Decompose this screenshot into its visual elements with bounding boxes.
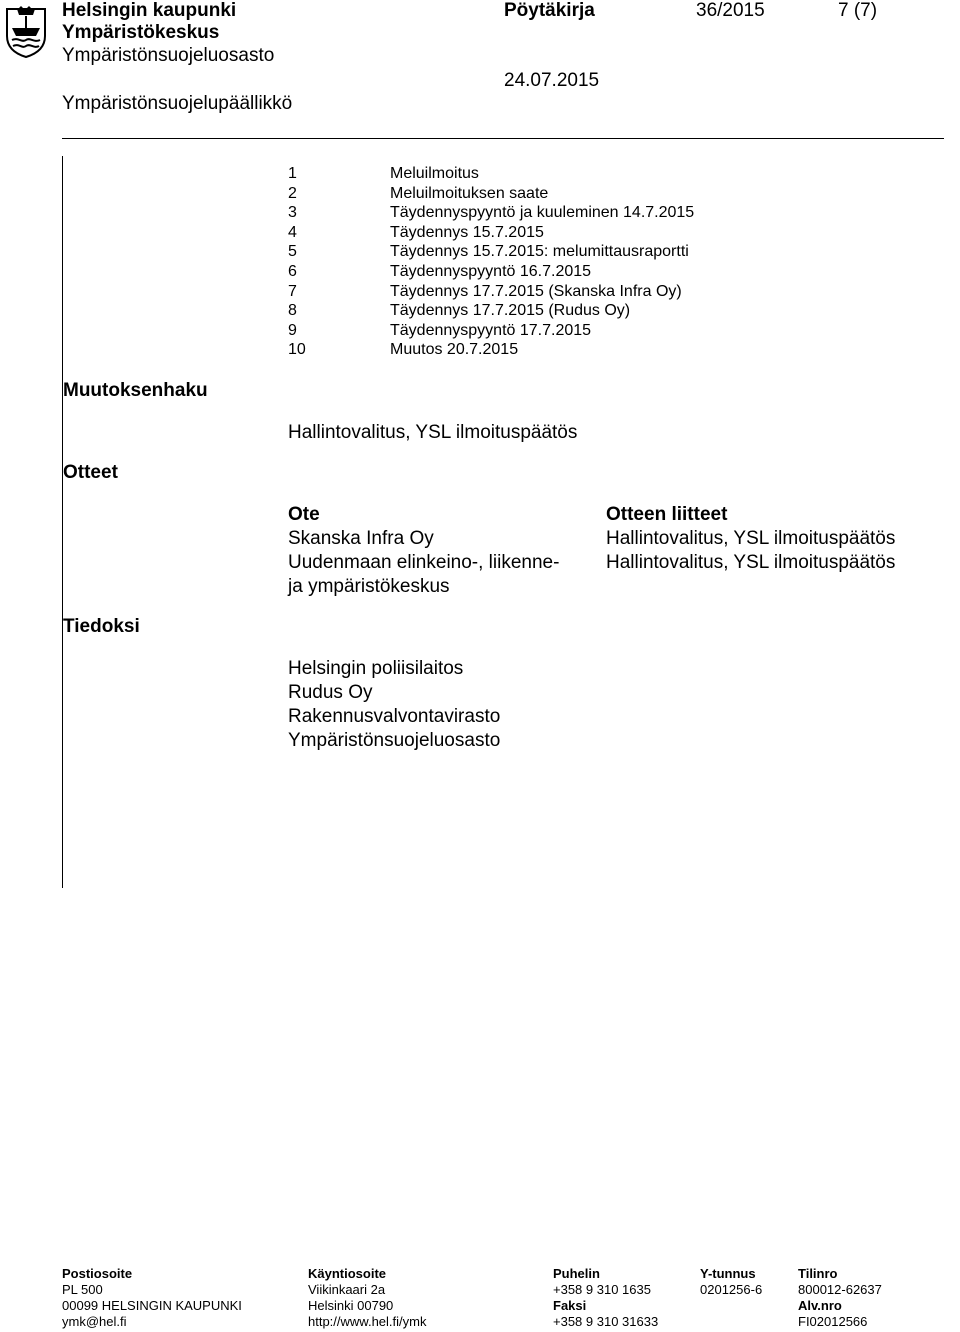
page-number: 7 (7) [838,0,878,21]
item-label: Meluilmoitus [390,165,479,182]
section-heading-muutoksenhaku: Muutoksenhaku [63,380,208,401]
item-number: 5 [288,243,297,261]
item-label: Täydennyspyyntö 17.7.2015 [390,321,592,339]
footer-website: http://www.hel.fi/ymk [308,1314,427,1329]
footer-value: PL 500 [62,1282,103,1297]
item-number: 2 [288,184,297,202]
left-margin-rule [62,156,63,888]
item-label: Meluilmoituksen saate [390,184,549,202]
information-recipient: Rudus Oy [288,682,373,703]
footer-value: FI02012566 [798,1314,868,1329]
item-number: 3 [288,204,297,222]
list-item [288,340,694,360]
footer-label: Puhelin [553,1266,600,1281]
item-label: Täydennys 15.7.2015 [390,223,544,241]
extract-recipient: Uudenmaan elinkeino-, liikenne- [288,552,560,573]
footer-value: +358 9 310 1635 [553,1282,651,1297]
information-recipient: Helsingin poliisilaitos [288,658,464,679]
extract-attachment: Hallintovalitus, YSL ilmoituspäätös [606,528,896,549]
footer-label: Faksi [553,1298,587,1313]
footer-value: 0201256-6 [700,1282,763,1297]
footer-email: ymk@hel.fi [62,1314,127,1329]
org-name: Helsingin kaupunki [62,0,237,21]
footer-value: 800012-62637 [798,1282,882,1297]
footer-value: 00099 HELSINGIN KAUPUNKI [62,1298,242,1313]
item-label: Muutos 20.7.2015 [390,341,519,359]
footer-label: Käyntiosoite [308,1266,387,1281]
extract-attachments [606,503,895,575]
list-item [288,262,694,282]
item-label: Täydennyspyyntö 16.7.2015 [390,262,592,280]
information-recipient: Ympäristönsuojeluosasto [288,730,501,751]
list-item [288,321,694,341]
item-number: 9 [288,321,297,339]
department-name: Ympäristökeskus [62,22,220,43]
footer-phone [553,1266,658,1330]
footer-label: Postiosoite [62,1266,133,1281]
official-title: Ympäristönsuojelupäällikkö [62,93,293,114]
footer-label: Tilinro [798,1266,838,1281]
footer-value: +358 9 310 31633 [553,1314,659,1329]
section-heading-tiedoksi: Tiedoksi [63,616,140,637]
item-number: 8 [288,302,297,320]
footer-business-id [700,1266,762,1298]
item-label: Täydennys 17.7.2015 (Rudus Oy) [390,302,631,320]
extract-attachments-heading: Otteen liitteet [606,504,728,525]
list-item [288,223,694,243]
item-label: Täydennyspyyntö ja kuuleminen 14.7.2015 [390,204,695,222]
footer-label: Y-tunnus [700,1266,756,1281]
footer-visiting-address [308,1266,426,1330]
item-label: Täydennys 17.7.2015 (Skanska Infra Oy) [390,282,682,300]
list-item [288,301,694,321]
item-number: 1 [288,165,297,182]
information-recipient: Rakennusvalvontavirasto [288,706,501,727]
list-item [288,203,694,223]
extract-attachment: Hallintovalitus, YSL ilmoituspäätös [606,552,896,573]
for-information-list [288,657,500,753]
helsinki-crest-logo [4,6,48,58]
document-type: Pöytäkirja [504,0,595,21]
footer-label: Alv.nro [798,1298,842,1313]
item-number: 6 [288,262,297,280]
document-date: 24.07.2015 [504,70,600,91]
item-number: 7 [288,282,297,300]
footer-value: Viikinkaari 2a [308,1282,386,1297]
list-item [288,184,694,204]
footer-postal-address [62,1266,242,1330]
header-rule [62,138,944,139]
extract-recipient: Skanska Infra Oy [288,528,434,549]
extract-recipient: ja ympäristökeskus [288,576,450,597]
appeal-text: Hallintovalitus, YSL ilmoituspäätös [288,422,578,443]
footer-value: Helsinki 00790 [308,1298,394,1313]
attachment-list [288,164,694,360]
document-number: 36/2015 [696,0,765,21]
item-label: Täydennys 15.7.2015: melumittausraportti [390,243,689,261]
footer-account [798,1266,882,1330]
division-name: Ympäristönsuojeluosasto [62,45,275,66]
section-heading-otteet: Otteet [63,462,118,483]
item-number: 10 [288,341,306,359]
extract-column-heading: Ote [288,504,320,525]
list-item [288,282,694,302]
extracts-recipients [288,503,559,599]
list-item [288,164,694,184]
list-item [288,242,694,262]
item-number: 4 [288,223,297,241]
